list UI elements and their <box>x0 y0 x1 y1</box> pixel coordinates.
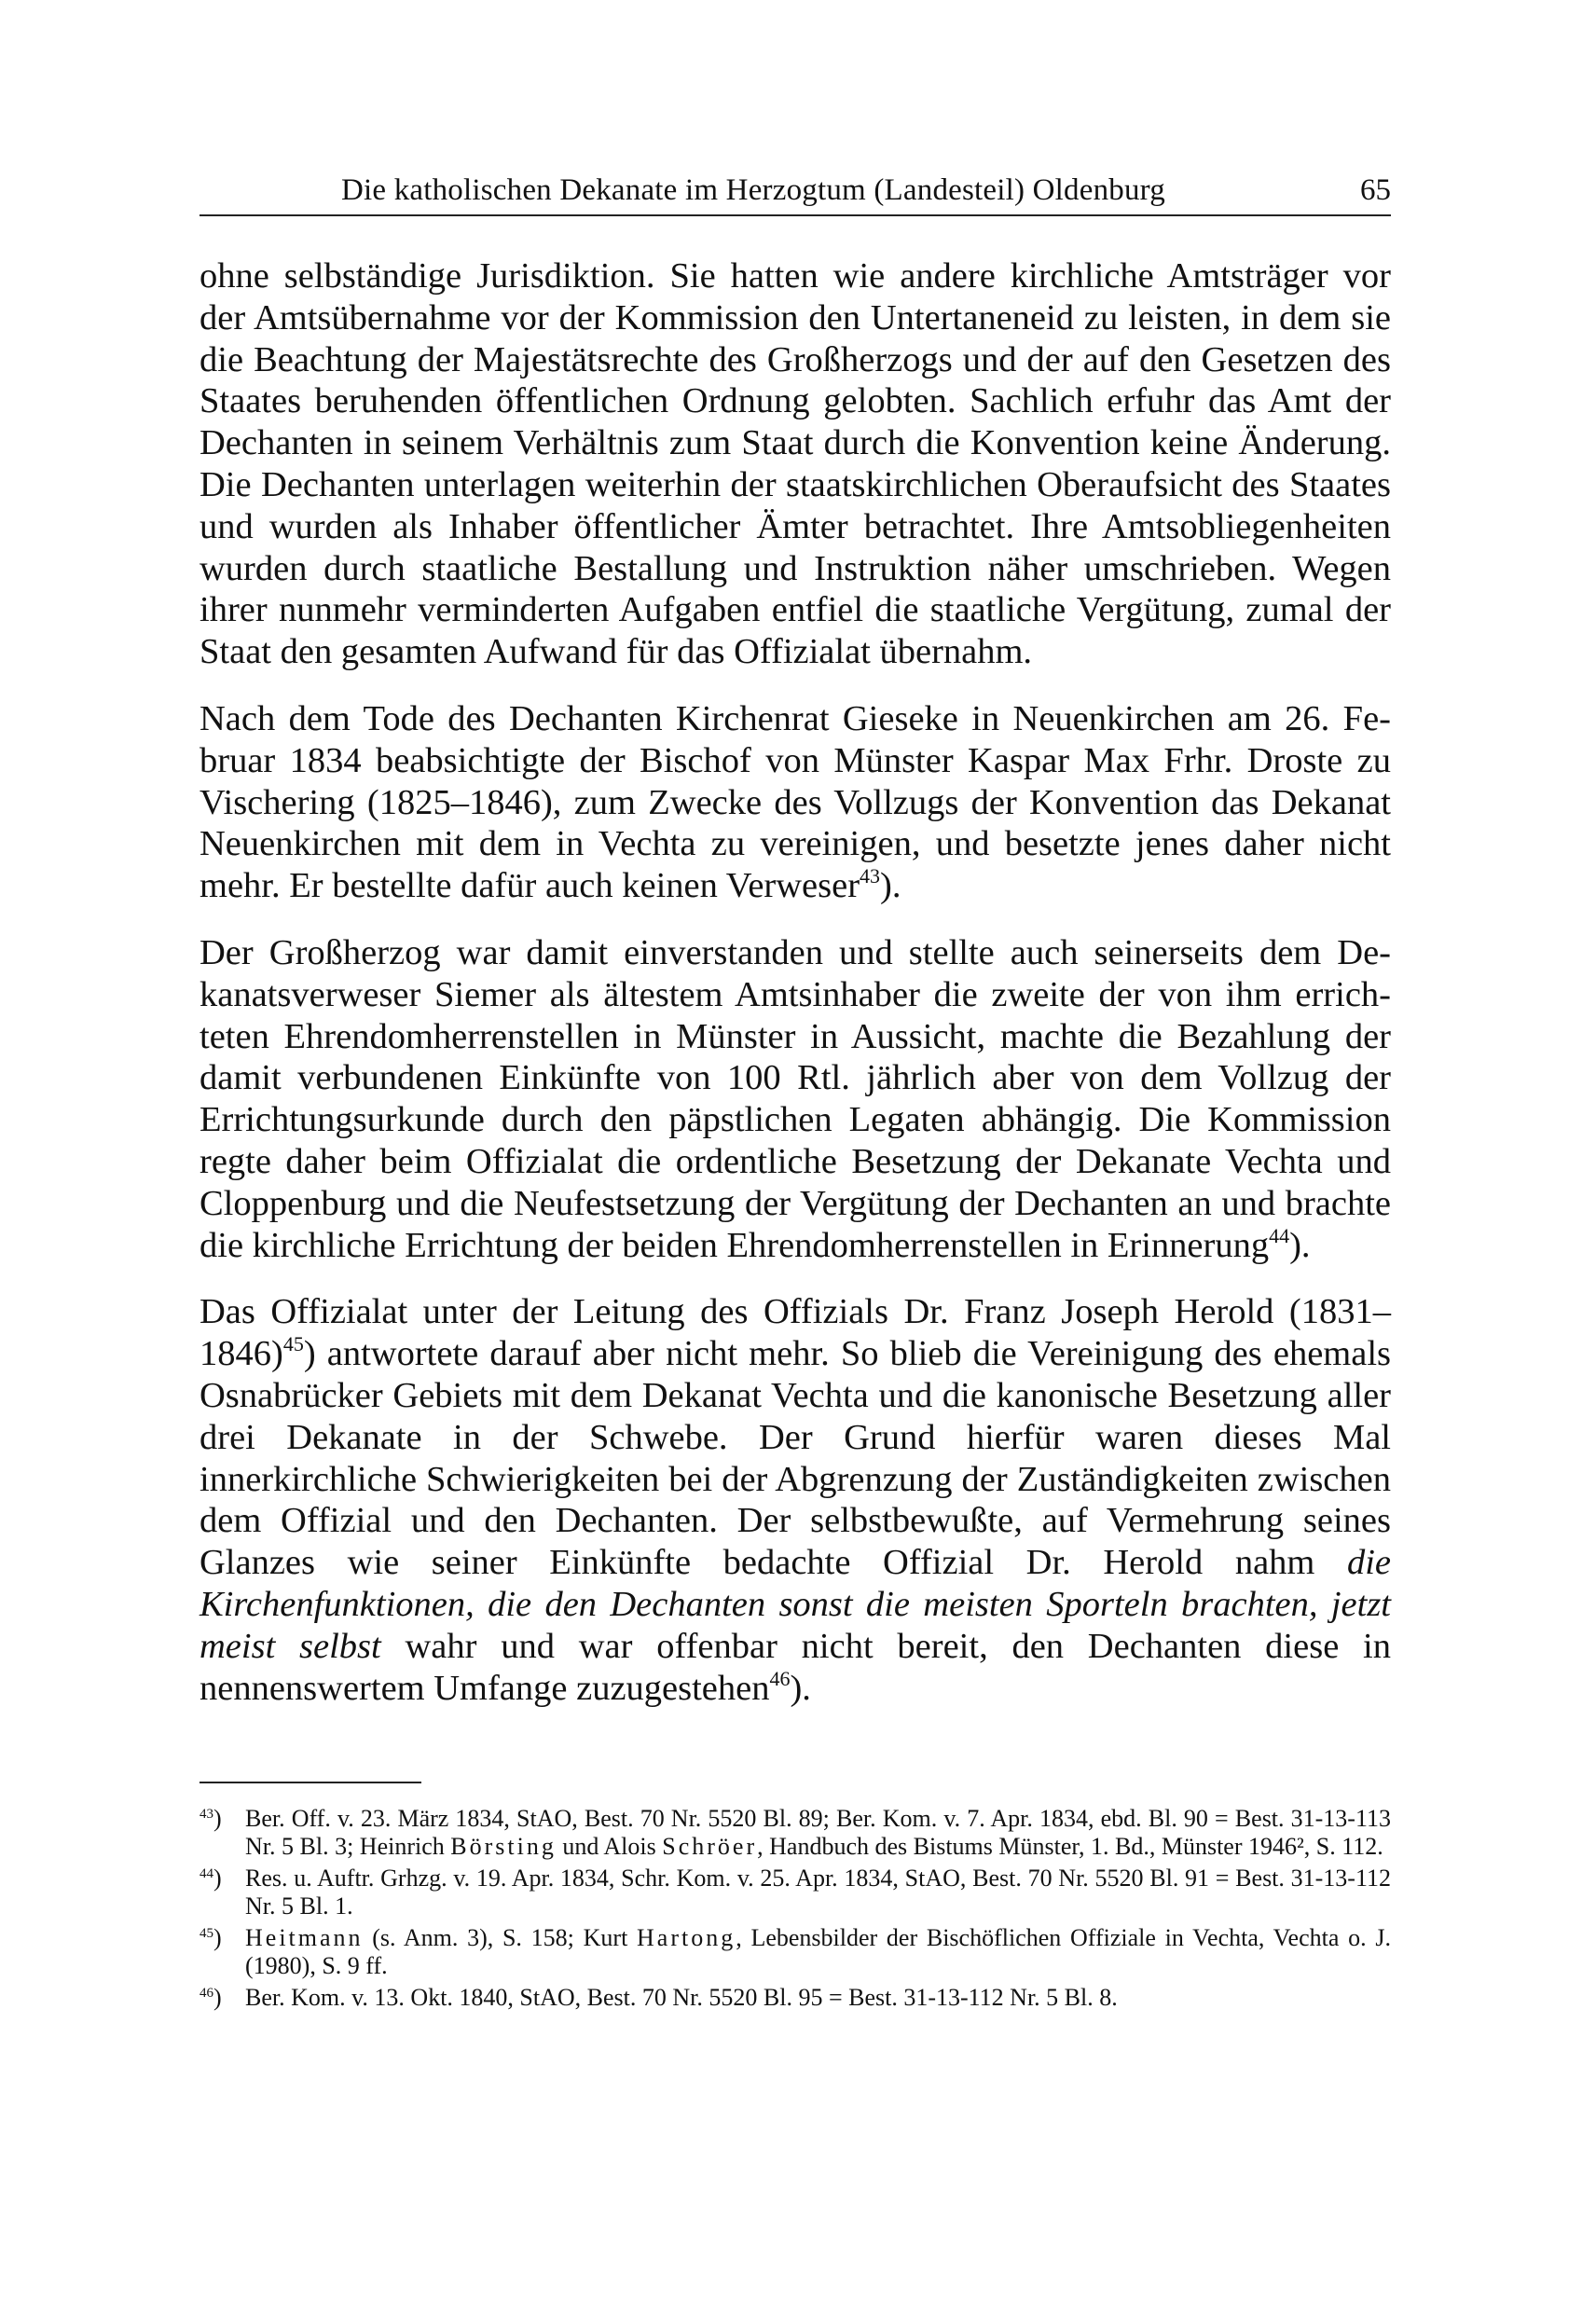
author-name: Hartong <box>637 1924 736 1951</box>
page-number: 65 <box>1360 173 1391 207</box>
footnote-number: $^{44}$) <box>200 1865 222 1892</box>
author-name: Heitmann <box>245 1924 364 1951</box>
footnote-text: Ber. Off. v. 23. März 1834, StAO, Best. 70 Nr. 5520 Bl. 89; Ber. Kom. v. 7. Apr. 1834, ebd. Bl. 90 = Best. 31-13-113 Nr. 5 Bl. 3; Heinrich <box>245 1805 1391 1860</box>
footnote-text: Res. u. Auftr. Grhzg. v. 19. Apr. 1834, Schr. Kom. v. 25. Apr. 1834, StAO, Best. 70 Nr. 5520 Bl. 91 = Best. 31-13-112 Nr. 5 Bl. 1. <box>245 1865 1391 1920</box>
footnote-reference: 45 <box>282 1332 304 1356</box>
main-text <box>200 255 1391 1734</box>
footnote-text: , Lebensbilder der Bischöflichen Offiziale in Vechta, Vechta o. J. (1980), S. 9 ff. <box>245 1924 1391 1979</box>
author-name: Börsting <box>450 1833 557 1860</box>
body-paragraph <box>200 698 1391 907</box>
footnote-number-digits: 43 <box>200 1807 213 1822</box>
footnote-number: $^{46}$) <box>200 1984 222 2011</box>
italic-quotation: die Kirchenfunktionen, die den Dechanten sonst die meisten Sporteln brachten, jetzt meist selbst <box>200 1543 1391 1666</box>
paragraph-text: ). <box>790 1668 811 1708</box>
paragraph-text: wahr und war offenbar nicht bereit, den Dechanten diese in nennenswertem Umfange zuzugestehen <box>200 1626 1391 1708</box>
paragraph-text: Das Offizialat unter der Leitung des Offizials Dr. Franz Joseph Herold (1831–1846) <box>200 1292 1391 1374</box>
footnote-number: $^{43}$) <box>200 1805 222 1832</box>
paragraph-text: Der Großherzog war damit einverstanden und stellte auch seinerseits dem Dekanatsverweser Siemer als ältestem Amtsinhaber die zweite der von ihm errichteten Ehrendomherrenstellen in Münster in Aussicht, machte die Bezahlung der damit verbundenen Einkünfte von 100 Rtl. jährlich aber von dem Vollzug der Errichtungsurkunde durch den päpstlichen Legaten abhängig. Die Kommission regte daher beim Offizialat die ordentliche Besetzung der Dekanate Vechta und Cloppenburg und die Neufestsetzung der Vergütung der Dechanten an und brachte die kirchliche Errichtung der beiden Ehrendomherrenstellen in Erinnerung <box>200 932 1391 1265</box>
body-paragraph <box>200 255 1391 673</box>
footnote-reference: 46 <box>769 1666 791 1690</box>
paragraph-text: ohne selbständige Jurisdiktion. Sie hatten wie andere kirchliche Amtsträger vor der Amtsübernahme vor der Kommission den Untertaneneid zu leisten, in dem sie die Beachtung der Majestätsrechte des Großherzogs und der auf den Gesetzen des Staates beruhenden öffentlichen Ordnung gelobten. Sachlich erfuhr das Amt der Dechanten in seinem Verhältnis zum Staat durch die Konvention keine Änderung. Die Dechanten unterlagen weiterhin der staatskirchlichen Oberaufsicht des Staates und wurden als Inhaber öffentlicher Ämter betrachtet. Ihre Amtsobliegenheiten wurden durch staatliche Bestallung und Instruktion näher umschrieben. Wegen ihrer nunmehr verminderten Aufgaben entfiel die staatliche Vergütung, zumal der Staat den gesamten Aufwand für das Offizialat übernahm. <box>200 256 1391 672</box>
footnote-separator <box>200 1782 421 1783</box>
footnote <box>200 1924 1391 1980</box>
body-paragraph <box>200 932 1391 1266</box>
author-name: Schröer <box>662 1833 758 1860</box>
paragraph-text: Nach dem Tode des Dechanten Kirchenrat Gieseke in Neuenkirchen am 26. Februar 1834 beabsichtigte der Bischof von Münster Kaspar Max Frhr. Droste zu Vischering (1825–1846), zum Zwecke des Vollzugs der Konvention das Dekanat Neuenkirchen mit dem in Vechta zu vereinigen, und besetzte jenes daher nicht mehr. Er bestellte dafür auch keinen Verweser <box>200 698 1391 906</box>
footnote <box>200 1984 1391 2012</box>
footnote-reference: 44 <box>1269 1223 1290 1247</box>
footnote-text: , Handbuch des Bistums Münster, 1. Bd., Münster 1946², S. 112. <box>757 1833 1383 1860</box>
footnote <box>200 1865 1391 1920</box>
body-paragraph <box>200 1291 1391 1709</box>
footnote-number-digits: 45 <box>200 1926 213 1941</box>
footnote-number: $^{45}$) <box>200 1924 222 1951</box>
footnote-number-digits: 46 <box>200 1986 213 2001</box>
footnote-reference: 43 <box>860 864 881 888</box>
footnote-text: und Alois <box>556 1833 663 1860</box>
running-header <box>200 170 1391 216</box>
footnote-text: (s. Anm. 3), S. 158; Kurt <box>363 1924 638 1951</box>
footnote <box>200 1805 1391 1861</box>
footnote-text: Ber. Kom. v. 13. Okt. 1840, StAO, Best. 70 Nr. 5520 Bl. 95 = Best. 31-13-112 Nr. 5 Bl. 8. <box>245 1984 1118 2011</box>
running-title: Die katholischen Dekanate im Herzogtum (Landesteil) Oldenburg <box>341 173 1165 207</box>
paragraph-text: ). <box>880 866 901 906</box>
footnotes <box>200 1805 1391 2016</box>
footnote-number-digits: 44 <box>200 1866 213 1881</box>
paragraph-text: ) antwortete darauf aber nicht mehr. So blieb die Vereinigung des ehemals Osnabrücker Gebiets mit dem Dekanat Vechta und die kanonische Besetzung aller drei Dekanate in der Schwebe. Der Grund hierfür waren dieses Mal innerkirchliche Schwierigkeiten bei der Abgrenzung der Zuständigkeiten zwischen dem Offizial und den Dechanten. Der selbstbewußte, auf Vermehrung seines Glanzes wie seiner Einkünfte bedachte Offizial Dr. Herold nahm <box>200 1334 1391 1583</box>
paragraph-text: ). <box>1289 1225 1311 1265</box>
